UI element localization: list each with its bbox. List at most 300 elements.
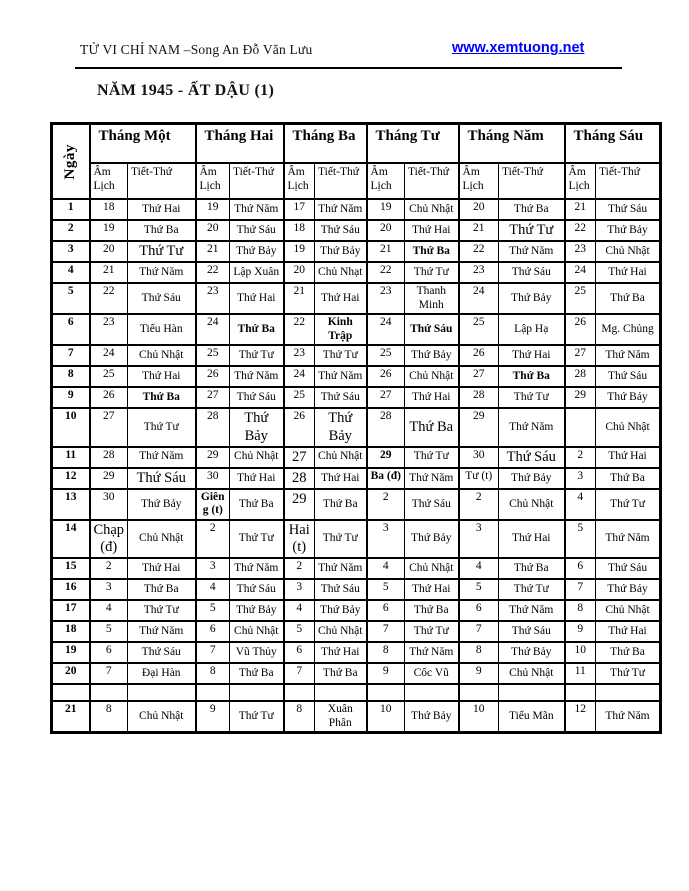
lunar-date-cell: 3 <box>90 579 128 600</box>
weekday-term-cell: Vũ Thủy <box>230 642 284 663</box>
lunar-date-cell: 22 <box>284 314 315 345</box>
month-header-thang-nam: Tháng Năm <box>459 124 565 164</box>
weekday-term-cell: Thứ Ba <box>315 489 367 520</box>
day-number: 16 <box>52 579 90 600</box>
weekday-term-cell: Chủ Nhật <box>128 520 196 558</box>
lunar-date-cell: 23 <box>284 345 315 366</box>
calendar-row <box>52 199 661 220</box>
weekday-term-cell: Thứ Năm <box>315 558 367 579</box>
calendar-row <box>52 447 661 468</box>
weekday-term-cell: Thứ Tư <box>596 663 661 684</box>
weekday-term-cell: Thứ Năm <box>499 241 565 262</box>
lunar-date-cell: 8 <box>90 701 128 733</box>
month-header-thang-ba: Tháng Ba <box>284 124 367 164</box>
lunar-date-cell: 8 <box>284 701 315 733</box>
lunar-date-cell: 7 <box>459 621 499 642</box>
lunar-date-cell: 2 <box>196 520 230 558</box>
day-number: 14 <box>52 520 90 558</box>
lunar-date-cell: 4 <box>284 600 315 621</box>
lunar-date-cell: 27 <box>565 345 596 366</box>
lunar-date-cell: 9 <box>459 663 499 684</box>
day-number: 3 <box>52 241 90 262</box>
lunar-date-cell: 22 <box>459 241 499 262</box>
weekday-term-cell: Thứ Ba <box>499 199 565 220</box>
weekday-term-cell: Thứ Năm <box>596 520 661 558</box>
calendar-row <box>52 408 661 446</box>
lunar-date-cell: 21 <box>90 262 128 283</box>
lunar-date-cell: 23 <box>90 314 128 345</box>
lunar-date-cell: 18 <box>90 199 128 220</box>
calendar-row <box>52 579 661 600</box>
lunar-date-cell: 29 <box>565 387 596 408</box>
calendar-row <box>52 600 661 621</box>
lunar-date-cell: 28 <box>459 387 499 408</box>
lunar-date-cell: 5 <box>90 621 128 642</box>
calendar-row <box>52 283 661 314</box>
weekday-term-cell: Thứ Bảy <box>230 600 284 621</box>
lunar-date-cell: 30 <box>459 447 499 468</box>
day-number: 6 <box>52 314 90 345</box>
weekday-term-cell: Thứ Tư <box>405 447 459 468</box>
lunar-date-cell: 6 <box>90 642 128 663</box>
weekday-term-cell: Thứ Hai <box>128 558 196 579</box>
lunar-date-cell: 23 <box>367 283 405 314</box>
weekday-term-cell: Mg. Chủng <box>596 314 661 345</box>
weekday-term-cell: Thứ Năm <box>405 468 459 489</box>
lunar-date-cell: 7 <box>367 621 405 642</box>
calendar-row <box>52 558 661 579</box>
weekday-term-cell <box>596 684 661 701</box>
day-number: 2 <box>52 220 90 241</box>
weekday-term-cell: Đại Hàn <box>128 663 196 684</box>
lunar-date-cell: 23 <box>565 241 596 262</box>
weekday-term-cell: Thứ Sáu <box>596 558 661 579</box>
lunar-date-cell: 28 <box>367 408 405 446</box>
lunar-date-cell: 8 <box>459 642 499 663</box>
lunar-date-cell: 26 <box>284 408 315 446</box>
weekday-term-cell: Thứ Tư <box>128 241 196 262</box>
weekday-term-cell: Thứ Ba <box>230 663 284 684</box>
subheader-am-lich: Âm Lịch <box>459 163 499 199</box>
lunar-date-cell: 3 <box>565 468 596 489</box>
weekday-term-cell: Kinh Trập <box>315 314 367 345</box>
lunar-date-cell: 4 <box>565 489 596 520</box>
weekday-term-cell: Thứ Sáu <box>230 220 284 241</box>
weekday-term-cell: Thứ Tư <box>315 520 367 558</box>
weekday-term-cell <box>128 684 196 701</box>
lunar-date-cell: 7 <box>196 642 230 663</box>
weekday-term-cell: Thứ Tư <box>128 600 196 621</box>
weekday-term-cell: Thứ Bảy <box>596 579 661 600</box>
weekday-term-cell: Thứ Ba <box>128 220 196 241</box>
lunar-date-cell: 23 <box>459 262 499 283</box>
month-header-thang-tu: Tháng Tư <box>367 124 459 164</box>
lunar-date-cell: 19 <box>284 241 315 262</box>
weekday-term-cell: Thứ Năm <box>230 558 284 579</box>
subheader-tiet-thu: Tiết-Thứ <box>230 163 284 199</box>
calendar-body <box>52 199 661 733</box>
weekday-term-cell: Thứ Sáu <box>596 366 661 387</box>
lunar-date-cell: 27 <box>90 408 128 446</box>
weekday-term-cell: Thứ Tư <box>230 520 284 558</box>
lunar-date-cell: 26 <box>196 366 230 387</box>
weekday-term-cell: Thứ Hai <box>230 283 284 314</box>
weekday-term-cell: Thứ Tư <box>596 489 661 520</box>
weekday-term-cell: Chủ Nhật <box>128 345 196 366</box>
weekday-term-cell: Thứ Ba <box>499 558 565 579</box>
weekday-term-cell: Thứ Hai <box>499 345 565 366</box>
day-number: 1 <box>52 199 90 220</box>
lunar-date-cell: 7 <box>565 579 596 600</box>
weekday-term-cell: Thứ Hai <box>499 520 565 558</box>
calendar-row <box>52 220 661 241</box>
weekday-term-cell: Thứ Bảy <box>405 520 459 558</box>
lunar-date-cell: 30 <box>196 468 230 489</box>
lunar-date-cell: 28 <box>90 447 128 468</box>
day-number: 20 <box>52 663 90 684</box>
lunar-date-cell: 8 <box>367 642 405 663</box>
lunar-date-cell: 5 <box>367 579 405 600</box>
day-number: 18 <box>52 621 90 642</box>
lunar-date-cell: 5 <box>565 520 596 558</box>
month-header-thang-sau: Tháng Sáu <box>565 124 661 164</box>
lunar-date-cell: 4 <box>367 558 405 579</box>
weekday-term-cell: Lập Hạ <box>499 314 565 345</box>
lunar-date-cell: 19 <box>90 220 128 241</box>
lunar-date-cell: 4 <box>459 558 499 579</box>
lunar-date-cell: 11 <box>565 663 596 684</box>
lunar-date-cell: Chạp (đ) <box>90 520 128 558</box>
lunar-date-cell: 2 <box>90 558 128 579</box>
lunar-date-cell: 22 <box>367 262 405 283</box>
calendar-row <box>52 642 661 663</box>
weekday-term-cell: Thứ Sáu <box>128 642 196 663</box>
calendar-row <box>52 314 661 345</box>
lunar-date-cell: 21 <box>565 199 596 220</box>
weekday-term-cell: Thứ Bảy <box>315 241 367 262</box>
weekday-term-cell <box>230 684 284 701</box>
lunar-date-cell: 3 <box>459 520 499 558</box>
weekday-term-cell: Thứ Tư <box>499 579 565 600</box>
weekday-term-cell: Thứ Bảy <box>405 345 459 366</box>
day-number: 10 <box>52 408 90 446</box>
weekday-term-cell: Thứ Bảy <box>405 701 459 733</box>
day-number: 12 <box>52 468 90 489</box>
weekday-term-cell <box>405 684 459 701</box>
weekday-term-cell: Chủ Nhật <box>405 558 459 579</box>
weekday-term-cell: Thứ Sáu <box>405 314 459 345</box>
subheader-am-lich: Âm Lịch <box>196 163 230 199</box>
weekday-term-cell: Thứ Tư <box>315 345 367 366</box>
weekday-term-cell: Thứ Ba <box>405 408 459 446</box>
weekday-term-cell: Chủ Nhật <box>499 663 565 684</box>
calendar-row <box>52 262 661 283</box>
lunar-date-cell: 27 <box>284 447 315 468</box>
lunar-date-cell: 25 <box>459 314 499 345</box>
lunar-date-cell: 21 <box>459 220 499 241</box>
weekday-term-cell: Thứ Hai <box>315 642 367 663</box>
lunar-date-cell: 10 <box>459 701 499 733</box>
weekday-term-cell: Thứ Năm <box>128 262 196 283</box>
lunar-date-cell: 6 <box>196 621 230 642</box>
calendar-row <box>52 701 661 733</box>
lunar-date-cell: 28 <box>284 468 315 489</box>
calendar-row <box>52 366 661 387</box>
lunar-date-cell: 24 <box>459 283 499 314</box>
weekday-term-cell: Thứ Hai <box>596 447 661 468</box>
lunar-date-cell: 6 <box>284 642 315 663</box>
weekday-term-cell: Thứ Sáu <box>405 489 459 520</box>
page-title: NĂM 1945 - ẤT DẬU (1) <box>97 82 275 99</box>
lunar-date-cell <box>196 684 230 701</box>
calendar-row <box>52 489 661 520</box>
weekday-term-cell: Xuân Phân <box>315 701 367 733</box>
lunar-date-cell: 25 <box>367 345 405 366</box>
weekday-term-cell: Chủ Nhật <box>230 621 284 642</box>
weekday-term-cell: Lập Xuân <box>230 262 284 283</box>
weekday-term-cell: Cốc Vũ <box>405 663 459 684</box>
weekday-term-cell: Thứ Ba <box>315 663 367 684</box>
weekday-term-cell: Chủ Nhật <box>596 408 661 446</box>
weekday-term-cell: Thứ Bảy <box>596 387 661 408</box>
lunar-date-cell: 4 <box>90 600 128 621</box>
subheader-tiet-thu: Tiết-Thứ <box>499 163 565 199</box>
weekday-term-cell: Thứ Sáu <box>499 262 565 283</box>
weekday-term-cell: Thứ Tư <box>499 387 565 408</box>
weekday-term-cell: Thứ Sáu <box>315 579 367 600</box>
lunar-date-cell: 3 <box>367 520 405 558</box>
lunar-date-cell <box>565 684 596 701</box>
subheader-tiet-thu: Tiết-Thứ <box>128 163 196 199</box>
weekday-term-cell: Thứ Sáu <box>230 387 284 408</box>
weekday-term-cell: Thứ Ba <box>596 642 661 663</box>
subheader-am-lich: Âm Lịch <box>284 163 315 199</box>
lunar-date-cell: 5 <box>196 600 230 621</box>
lunar-date-cell: 10 <box>367 701 405 733</box>
lunar-date-cell: 3 <box>284 579 315 600</box>
day-number: 7 <box>52 345 90 366</box>
lunar-date-cell <box>565 408 596 446</box>
lunar-date-cell: 8 <box>196 663 230 684</box>
weekday-term-cell: Thứ Năm <box>230 366 284 387</box>
lunar-date-cell: Tư (t) <box>459 468 499 489</box>
weekday-term-cell: Chủ Nhật <box>405 366 459 387</box>
weekday-term-cell: Chủ Nhật <box>230 447 284 468</box>
lunar-date-cell: 23 <box>196 283 230 314</box>
weekday-term-cell: Thứ Sáu <box>596 199 661 220</box>
lunar-date-cell: 25 <box>90 366 128 387</box>
lunar-date-cell: 6 <box>459 600 499 621</box>
day-number: 8 <box>52 366 90 387</box>
day-number: 21 <box>52 701 90 733</box>
weekday-term-cell: Thứ Sáu <box>128 283 196 314</box>
weekday-term-cell: Thứ Hai <box>315 468 367 489</box>
lunar-date-cell: 27 <box>196 387 230 408</box>
lunar-date-cell: 26 <box>367 366 405 387</box>
site-title: TỬ VI CHỈ NAM –Song An Đỗ Văn Lưu <box>80 42 313 57</box>
month-header-thang-mot: Tháng Một <box>90 124 196 164</box>
weekday-term-cell: Thứ Năm <box>128 621 196 642</box>
calendar-row <box>52 663 661 684</box>
weekday-term-cell: Thứ Hai <box>596 621 661 642</box>
lunar-date-cell: 29 <box>196 447 230 468</box>
lunar-date-cell: 24 <box>565 262 596 283</box>
subheader-am-lich: Âm Lịch <box>565 163 596 199</box>
weekday-term-cell: Thứ Tư <box>230 345 284 366</box>
weekday-term-cell: Thứ Hai <box>405 579 459 600</box>
weekday-term-cell: Thứ Tư <box>230 701 284 733</box>
lunar-date-cell: 18 <box>284 220 315 241</box>
day-column-header: Ngày <box>52 124 90 200</box>
lunar-date-cell: 26 <box>90 387 128 408</box>
lunar-date-cell: 22 <box>90 283 128 314</box>
weekday-term-cell: Thứ Năm <box>315 199 367 220</box>
calendar-row <box>52 468 661 489</box>
lunar-date-cell: 3 <box>196 558 230 579</box>
month-header-row <box>52 124 661 164</box>
weekday-term-cell: Thứ Bảy <box>315 408 367 446</box>
weekday-term-cell: Chủ Nhật <box>315 621 367 642</box>
subheader-tiet-thu: Tiết-Thứ <box>405 163 459 199</box>
lunar-date-cell: 29 <box>284 489 315 520</box>
weekday-term-cell: Thứ Hai <box>405 220 459 241</box>
weekday-term-cell: Thứ Tư <box>405 262 459 283</box>
weekday-term-cell: Thứ Bảy <box>230 241 284 262</box>
header-divider <box>75 67 622 69</box>
lunar-date-cell: 21 <box>367 241 405 262</box>
website-link[interactable]: www.xemtuong.net <box>452 40 585 56</box>
weekday-term-cell: Thứ Năm <box>596 701 661 733</box>
calendar-table <box>50 122 662 734</box>
lunar-date-cell: 2 <box>367 489 405 520</box>
lunar-date-cell: 2 <box>565 447 596 468</box>
weekday-term-cell: Thứ Bảy <box>230 408 284 446</box>
weekday-term-cell: Thứ Bảy <box>499 283 565 314</box>
day-number: 13 <box>52 489 90 520</box>
lunar-date-cell: 25 <box>284 387 315 408</box>
lunar-date-cell: 26 <box>459 345 499 366</box>
weekday-term-cell: Thứ Ba <box>230 314 284 345</box>
weekday-term-cell: Thứ Năm <box>499 600 565 621</box>
lunar-date-cell: 17 <box>284 199 315 220</box>
lunar-date-cell <box>284 684 315 701</box>
lunar-date-cell: 8 <box>565 600 596 621</box>
weekday-term-cell <box>499 684 565 701</box>
weekday-term-cell: Thứ Năm <box>128 447 196 468</box>
weekday-term-cell: Thứ Bảy <box>499 468 565 489</box>
lunar-date-cell: 6 <box>565 558 596 579</box>
lunar-date-cell: 27 <box>459 366 499 387</box>
day-number <box>52 684 90 701</box>
weekday-term-cell: Thứ Năm <box>499 408 565 446</box>
weekday-term-cell: Thứ Tư <box>128 408 196 446</box>
subheader-am-lich: Âm Lịch <box>367 163 405 199</box>
weekday-term-cell: Thứ Năm <box>230 199 284 220</box>
weekday-term-cell: Tiểu Mãn <box>499 701 565 733</box>
weekday-term-cell: Thứ Ba <box>596 283 661 314</box>
lunar-date-cell: 29 <box>367 447 405 468</box>
weekday-term-cell: Thứ Tư <box>499 220 565 241</box>
lunar-date-cell: 20 <box>459 199 499 220</box>
weekday-term-cell: Chủ Nhật <box>405 199 459 220</box>
calendar-row <box>52 241 661 262</box>
lunar-date-cell: 5 <box>459 579 499 600</box>
lunar-date-cell: 24 <box>367 314 405 345</box>
lunar-date-cell: Ba (đ) <box>367 468 405 489</box>
lunar-date-cell: 19 <box>367 199 405 220</box>
lunar-date-cell: 29 <box>459 408 499 446</box>
lunar-date-cell: 24 <box>196 314 230 345</box>
lunar-date-cell: 29 <box>90 468 128 489</box>
lunar-date-cell: Hai (t) <box>284 520 315 558</box>
weekday-term-cell: Thứ Hai <box>128 199 196 220</box>
weekday-term-cell: Thứ Năm <box>315 366 367 387</box>
weekday-term-cell: Thứ Sáu <box>128 468 196 489</box>
day-number: 5 <box>52 283 90 314</box>
weekday-term-cell: Thứ Hai <box>596 262 661 283</box>
weekday-term-cell: Thứ Năm <box>405 642 459 663</box>
calendar-row <box>52 387 661 408</box>
lunar-date-cell: 26 <box>565 314 596 345</box>
lunar-date-cell: 9 <box>367 663 405 684</box>
lunar-date-cell: 2 <box>284 558 315 579</box>
weekday-term-cell: Thứ Năm <box>596 345 661 366</box>
weekday-term-cell: Thứ Ba <box>405 241 459 262</box>
weekday-term-cell: Thứ Ba <box>596 468 661 489</box>
weekday-term-cell: Thứ Ba <box>499 366 565 387</box>
lunar-date-cell: 21 <box>196 241 230 262</box>
weekday-term-cell: Thanh Minh <box>405 283 459 314</box>
weekday-term-cell: Thứ Hai <box>230 468 284 489</box>
weekday-term-cell: Thứ Hai <box>405 387 459 408</box>
lunar-date-cell: 6 <box>367 600 405 621</box>
calendar-row <box>52 520 661 558</box>
weekday-term-cell: Thứ Bảy <box>128 489 196 520</box>
lunar-date-cell: 28 <box>565 366 596 387</box>
lunar-date-cell: 7 <box>90 663 128 684</box>
lunar-date-cell: 24 <box>90 345 128 366</box>
weekday-term-cell: Thứ Ba <box>405 600 459 621</box>
lunar-date-cell: 2 <box>459 489 499 520</box>
lunar-date-cell: 30 <box>90 489 128 520</box>
subheader-row <box>52 163 661 199</box>
weekday-term-cell: Chủ Nhạt <box>315 262 367 283</box>
lunar-date-cell: 9 <box>196 701 230 733</box>
weekday-term-cell: Thứ Hai <box>128 366 196 387</box>
lunar-date-cell: 19 <box>196 199 230 220</box>
weekday-term-cell: Thứ Ba <box>230 489 284 520</box>
lunar-date-cell: 20 <box>196 220 230 241</box>
weekday-term-cell: Tiểu Hàn <box>128 314 196 345</box>
calendar-row <box>52 621 661 642</box>
weekday-term-cell: Thứ Tư <box>405 621 459 642</box>
weekday-term-cell: Thứ Ba <box>128 387 196 408</box>
lunar-date-cell: 20 <box>367 220 405 241</box>
lunar-date-cell: 5 <box>284 621 315 642</box>
lunar-date-cell <box>90 684 128 701</box>
lunar-date-cell: 20 <box>90 241 128 262</box>
spacer-row <box>52 684 661 701</box>
subheader-tiet-thu: Tiết-Thứ <box>315 163 367 199</box>
lunar-date-cell: 21 <box>284 283 315 314</box>
calendar-row <box>52 345 661 366</box>
lunar-date-cell: 25 <box>565 283 596 314</box>
weekday-term-cell <box>315 684 367 701</box>
lunar-date-cell: 27 <box>367 387 405 408</box>
lunar-date-cell: 10 <box>565 642 596 663</box>
lunar-date-cell <box>367 684 405 701</box>
lunar-date-cell: 7 <box>284 663 315 684</box>
